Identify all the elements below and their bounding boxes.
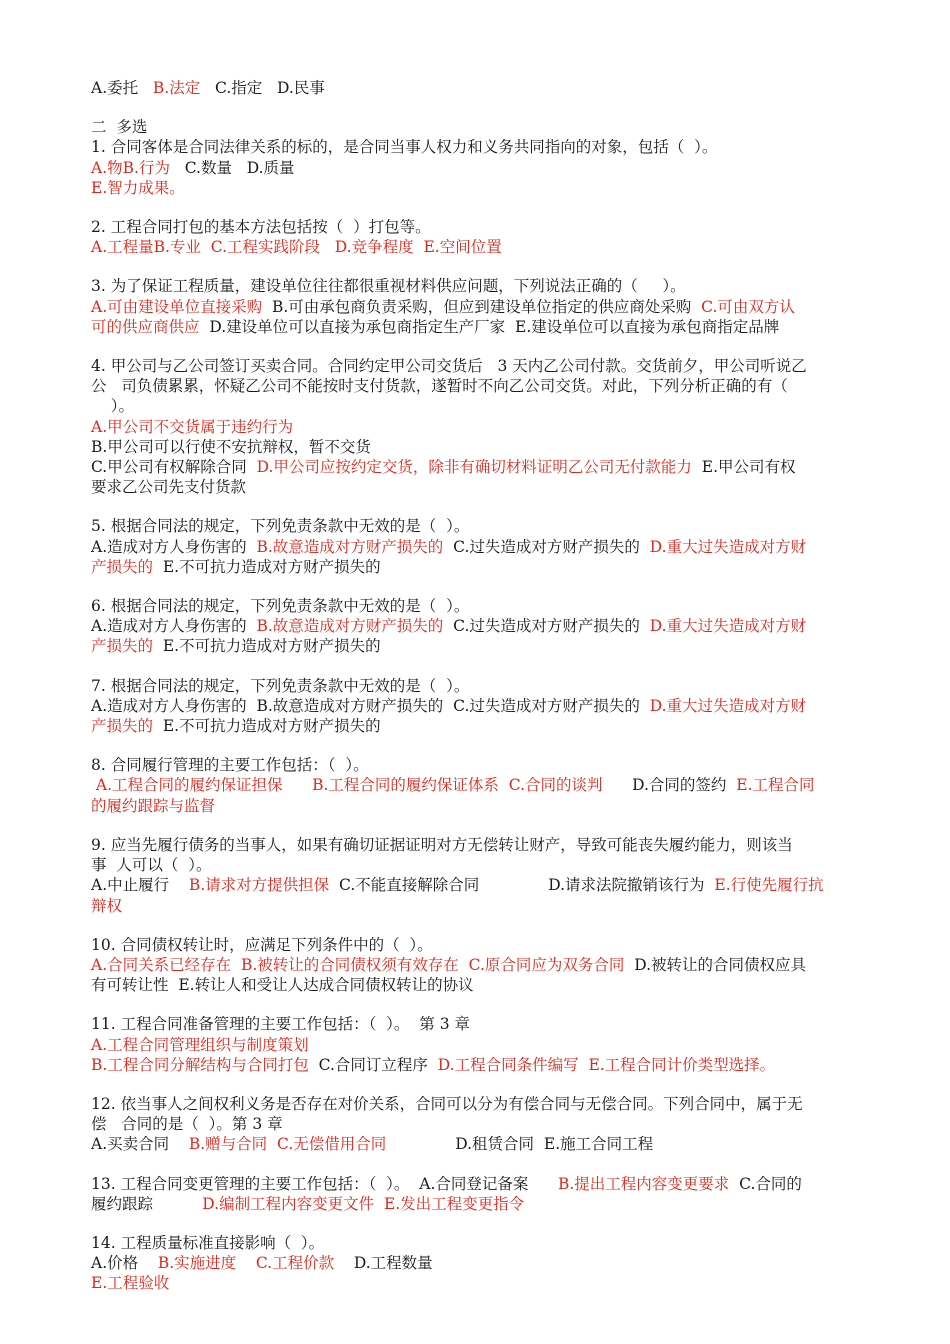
text-line	[91, 1134, 859, 1154]
question-text: A.委托	[91, 79, 153, 97]
paragraph-gap	[91, 337, 859, 356]
answer-text: A.甲公司不交货属于违约行为	[91, 417, 294, 436]
answer-text: D.重大过失造成对方财	[649, 696, 807, 715]
question-text: D.租赁合同 E.施工合同工程	[386, 1135, 654, 1154]
answer-text: D.重大过失造成对方财	[649, 537, 807, 556]
text-line	[91, 317, 859, 337]
answer-text: E.工程合同	[736, 776, 815, 795]
text-line	[91, 237, 859, 257]
question-text: 9. 应当先履行债务的当事人，如果有确切证据证明对方无偿转让财产，导致可能丧失履约能力，则该当	[91, 835, 793, 854]
question-text: 2. 工程合同打包的基本方法包括按（ ）打包等。	[91, 218, 431, 237]
answer-text: 可的供应商供应	[91, 317, 200, 336]
text-line	[91, 1233, 859, 1253]
answer-text: 的履约跟踪与监督	[91, 796, 216, 815]
text-line	[91, 417, 859, 437]
question-text: D.工程数量	[334, 1254, 433, 1273]
text-line	[91, 477, 859, 497]
paragraph-gap	[91, 1155, 859, 1174]
text-line	[91, 516, 859, 536]
text-line	[91, 78, 859, 98]
answer-text: 产损失的	[91, 717, 154, 736]
text-line	[91, 716, 859, 736]
question-text: A.价格	[91, 1254, 158, 1273]
document-body	[91, 78, 859, 1294]
question-text: A.造成对方人身伤害的	[91, 617, 257, 636]
text-line	[91, 1055, 859, 1075]
question-text: 要求乙公司先支付货款	[91, 478, 247, 497]
text-line	[91, 1114, 859, 1134]
question-text: A.买卖合同	[91, 1135, 189, 1154]
question-text: C.合同订立程序	[308, 1055, 438, 1074]
answer-text: A.工程合同的履约保证担保 B.工程合同的履约保证体系 C.合同的谈判	[91, 776, 603, 795]
answer-text: E.智力成果。	[91, 178, 185, 197]
paragraph-gap	[91, 816, 859, 835]
paragraph-gap	[91, 916, 859, 935]
question-text: ）。	[91, 397, 134, 416]
question-text: E.不可抗力造成对方财产损失的	[153, 557, 381, 576]
question-text: 7. 根据合同法的规定，下列免责条款中无效的是（ ）。	[91, 676, 470, 695]
answer-text: C.可由双方认	[701, 297, 795, 316]
answer-text: A.可由建设单位直接采购	[91, 297, 263, 316]
question-text: D.合同的签约	[602, 776, 737, 795]
question-text: 有可转让性 E.转让人和受让人达成合同债权转让的协议	[91, 976, 474, 995]
text-line	[91, 896, 859, 916]
question-text: 事 人可以（ ）。	[91, 856, 212, 875]
question-text: 3. 为了保证工程质量，建设单位往往都很重视材料供应问题，下列说法正确的（ ）。	[91, 277, 686, 296]
question-text: 6. 根据合同法的规定，下列免责条款中无效的是（ ）。	[91, 597, 470, 616]
text-line	[91, 557, 859, 577]
question-text: 二 多选	[91, 118, 148, 137]
text-line	[91, 636, 859, 656]
text-line	[91, 775, 859, 795]
answer-text: A.工程合同管理组织与制度策划	[91, 1035, 309, 1054]
paragraph-gap	[91, 577, 859, 596]
question-text: 11. 工程合同准备管理的主要工作包括：（ ）。 第 3 章	[91, 1015, 471, 1034]
text-line	[91, 1174, 859, 1194]
question-text: D.建设单位可以直接为承包商指定生产厂家 E.建设单位可以直接为承包商指定品牌	[199, 317, 780, 336]
answer-text: E.工程验收	[91, 1274, 170, 1293]
answer-text: B.提出工程内容变更要求	[557, 1174, 730, 1193]
text-line	[91, 696, 859, 716]
answer-text: 产损失的	[91, 637, 154, 656]
answer-text: D.重大过失造成对方财	[649, 617, 807, 636]
answer-text: A.物B.行为	[91, 158, 170, 177]
question-text: C.数量 D.质量	[169, 158, 295, 177]
text-line	[91, 158, 859, 178]
question-text: C.甲公司有权解除合同	[91, 458, 257, 477]
answer-text: B.赠与合同 C.无偿借用合同	[188, 1135, 387, 1154]
answer-text: B.请求对方提供担保	[188, 876, 330, 895]
answer-text: B.实施进度 C.工程价款	[157, 1254, 335, 1273]
text-line	[91, 616, 859, 636]
question-text: D.被转让的合同债权应具	[624, 955, 807, 974]
question-text: 14. 工程质量标准直接影响（ ）。	[91, 1233, 325, 1252]
question-text: 4. 甲公司与乙公司签订买卖合同。合同约定甲公司交货后 3 天内乙公司付款。交货前夕，甲公司听说乙	[91, 357, 807, 376]
paragraph-gap	[91, 1214, 859, 1233]
question-text: C.指定 D.民事	[200, 79, 325, 97]
text-line	[91, 137, 859, 157]
text-line	[91, 276, 859, 296]
question-text: B.甲公司可以行使不安抗辩权，暂不交货	[91, 437, 371, 456]
text-line	[91, 1035, 859, 1055]
paragraph-gap	[91, 198, 859, 217]
answer-text: A.工程量B.专业 C.工程实践阶段 D.竞争程度 E.空间位置	[91, 238, 502, 257]
text-line	[91, 676, 859, 696]
question-text: C.过失造成对方财产损失的	[443, 537, 650, 556]
text-line	[91, 596, 859, 616]
question-text: B.可由承包商负责采购，但应到建设单位指定的供应商处采购	[262, 297, 702, 316]
text-line	[91, 217, 859, 237]
answer-text: B.工程合同分解结构与合同打包	[91, 1055, 309, 1074]
text-line	[91, 875, 859, 895]
text-line	[91, 457, 859, 477]
question-text: 10. 合同债权转让时，应满足下列条件中的（ ）。	[91, 935, 433, 954]
question-text: 履约跟踪	[91, 1194, 203, 1213]
text-line	[91, 297, 859, 317]
text-line	[91, 178, 859, 198]
paragraph-gap	[91, 736, 859, 755]
question-text: E.不可抗力造成对方财产损失的	[153, 717, 381, 736]
question-text: A.造成对方人身伤害的 B.故意造成对方财产损失的 C.过失造成对方财产损失的	[91, 696, 650, 715]
question-text: A.中止履行	[91, 876, 189, 895]
text-line	[91, 855, 859, 875]
text-line	[91, 835, 859, 855]
answer-text: D.工程合同条件编写 E.工程合同计价类型选择。	[437, 1055, 776, 1074]
question-text: 12. 依当事人之间权利义务是否存在对价关系，合同可以分为有偿合同与无偿合同。下列合同中，属于无	[91, 1094, 803, 1113]
question-text: 偿 合同的是（ ）。第 3 章	[91, 1115, 283, 1134]
answer-text: D.甲公司应按约定交货，除非有确切材料证明乙公司无付款能力	[256, 458, 692, 477]
text-line	[91, 975, 859, 995]
question-text: C.不能直接解除合同 D.请求法院撤销该行为	[329, 876, 715, 895]
text-line	[91, 117, 859, 137]
question-text: 13. 工程合同变更管理的主要工作包括：（ ）。 A.合同登记备案	[91, 1174, 558, 1193]
answer-text: E.行使先履行抗	[714, 876, 824, 895]
paragraph-gap	[91, 657, 859, 676]
question-text: E.甲公司有权	[691, 458, 796, 477]
answer-text: A.合同关系已经存在 B.被转让的合同债权须有效存在 C.原合同应为双务合同	[91, 955, 625, 974]
text-line	[91, 376, 859, 396]
question-text: E.不可抗力造成对方财产损失的	[153, 637, 381, 656]
paragraph-gap	[91, 1075, 859, 1094]
question-text: 8. 合同履行管理的主要工作包括：（ ）。	[91, 756, 369, 775]
paragraph-gap	[91, 497, 859, 516]
paragraph-gap	[91, 995, 859, 1014]
answer-text: 辩权	[91, 896, 123, 915]
text-line	[91, 437, 859, 457]
text-line	[91, 755, 859, 775]
question-text: C.合同的	[729, 1174, 802, 1193]
text-line	[91, 796, 859, 816]
answer-text: B.故意造成对方财产损失的	[256, 537, 444, 556]
question-text: 5. 根据合同法的规定，下列免责条款中无效的是（ ）。	[91, 517, 470, 536]
question-text: 1. 合同客体是合同法律关系的标的，是合同当事人权力和义务共同指向的对象，包括（ ）。	[91, 138, 718, 157]
text-line	[91, 1094, 859, 1114]
answer-text: 产损失的	[91, 557, 154, 576]
text-line	[91, 356, 859, 376]
text-line	[91, 1194, 859, 1214]
text-line	[91, 1253, 859, 1273]
text-line	[91, 1014, 859, 1034]
question-text: A.造成对方人身伤害的	[91, 537, 257, 556]
paragraph-gap	[91, 98, 859, 117]
text-line	[91, 935, 859, 955]
paragraph-gap	[91, 257, 859, 276]
text-line	[91, 396, 859, 416]
text-line	[91, 537, 859, 557]
question-text: 公 司负债累累，怀疑乙公司不能按时支付货款，遂暂时不向乙公司交货。对此，下列分析正确的有（	[91, 377, 788, 396]
text-line	[91, 955, 859, 975]
question-text: C.过失造成对方财产损失的	[443, 617, 650, 636]
text-line	[91, 1273, 859, 1293]
answer-text: B.故意造成对方财产损失的	[256, 617, 444, 636]
answer-text: D.编制工程内容变更文件 E.发出工程变更指令	[202, 1194, 525, 1213]
answer-text: B.法定	[152, 79, 201, 97]
